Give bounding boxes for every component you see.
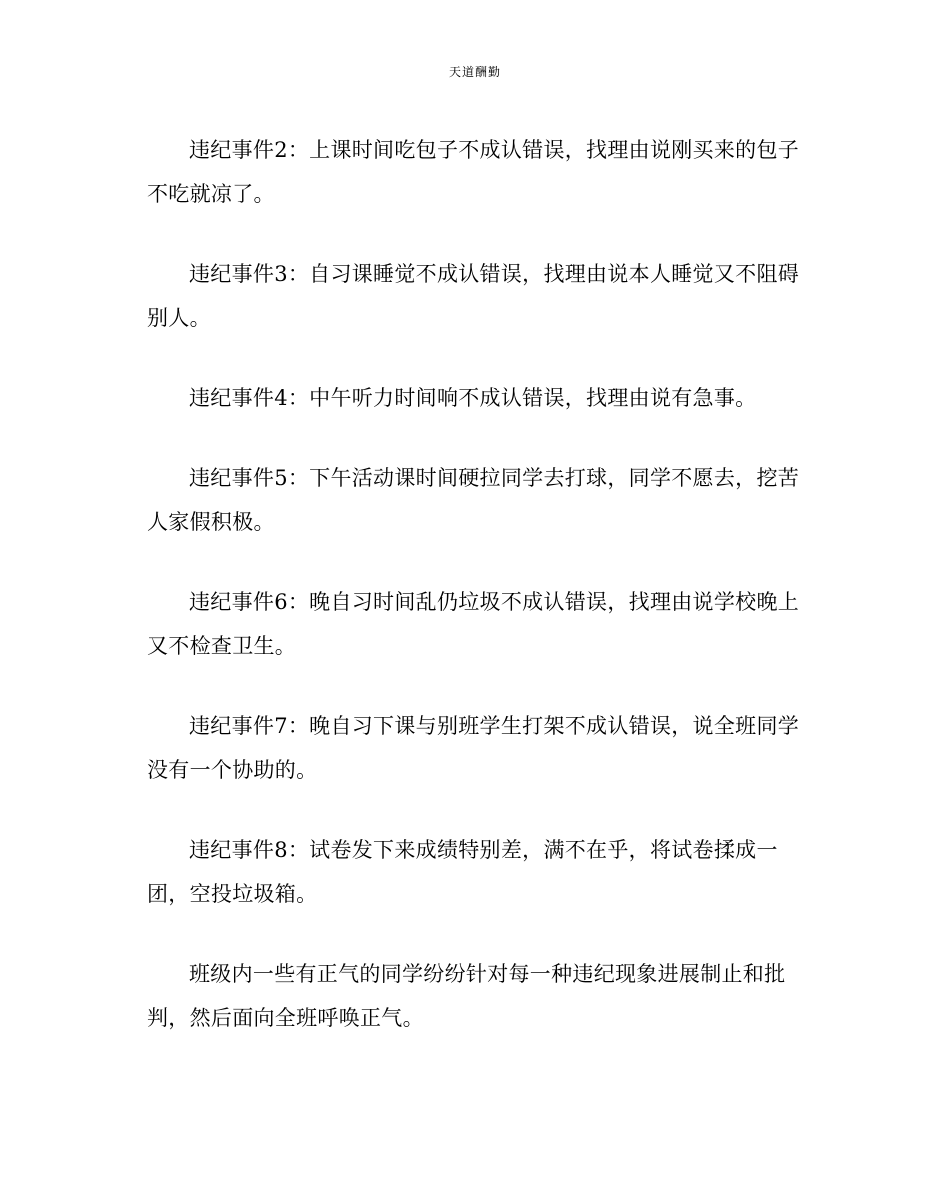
paragraph-incident-7: 违纪事件7：晚自习下课与别班学生打架不成认错误，说全班同学没有一个协助的。 xyxy=(147,714,800,782)
paragraph-incident-5: 违纪事件5：下午活动课时间硬拉同学去打球，同学不愿去，挖苦人家假积极。 xyxy=(147,466,800,534)
page-header: 天道酬勤 xyxy=(448,65,501,79)
document-body xyxy=(147,128,807,1076)
paragraph-incident-8: 违纪事件8：试卷发下来成绩特别差，满不在乎，将试卷揉成一团，空投垃圾箱。 xyxy=(147,838,778,906)
paragraph-conclusion: 班级内一些有正气的同学纷纷针对每一种违纪现象进展制止和批判，然后面向全班呼唤正气。 xyxy=(147,962,786,1030)
paragraph-incident-4: 违纪事件4：中午听力时间响不成认错误，找理由说有急事。 xyxy=(189,386,757,410)
paragraph-incident-6: 违纪事件6：晚自习时间乱仍垃圾不成认错误，找理由说学校晚上又不检查卫生。 xyxy=(147,590,800,658)
paragraph-incident-2: 违纪事件2：上课时间吃包子不成认错误，找理由说刚买来的包子不吃就凉了。 xyxy=(147,138,800,206)
paragraph-incident-3: 违纪事件3：自习课睡觉不成认错误，找理由说本人睡觉又不阻碍别人。 xyxy=(147,262,800,330)
